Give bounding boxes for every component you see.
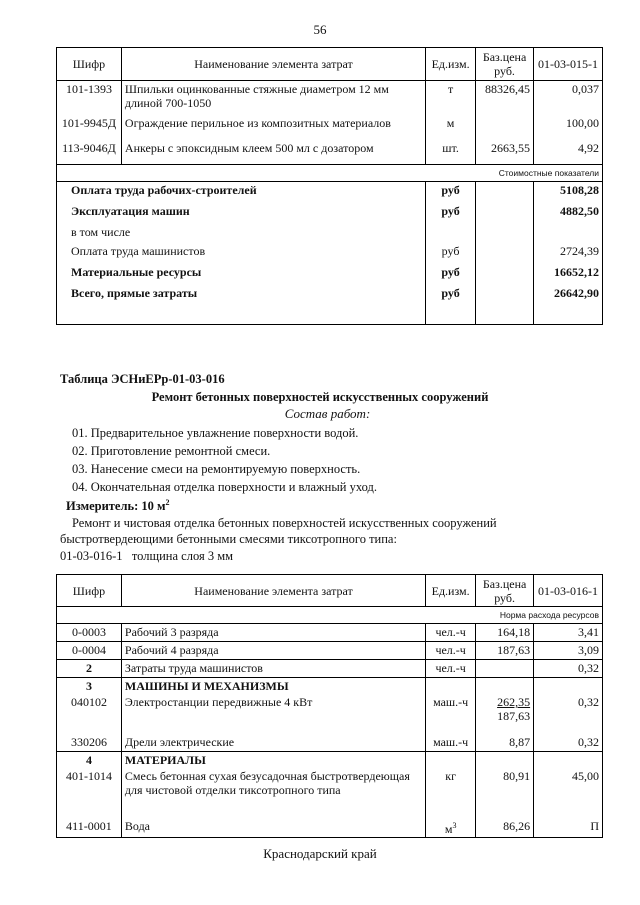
section-row <box>57 678 603 695</box>
row-code: 4 <box>57 751 122 768</box>
row-code: 401-1014 <box>57 768 122 818</box>
table-row <box>57 734 603 751</box>
table-row <box>57 660 603 678</box>
row-price <box>476 660 534 678</box>
cost-unit: руб <box>426 182 476 203</box>
section-label: Норма расхода ресурсов <box>57 607 603 624</box>
cost-name: Эксплуатация машин <box>57 203 426 224</box>
row-value: 0,32 <box>534 734 603 751</box>
description-line: быстротвердеющими бетонными смесями тиксотропного типа: <box>60 532 397 546</box>
footer-region: Краснодарский край <box>263 846 377 861</box>
work-step: 03. Нанесение смеси на ремонтируемую поверхность. <box>72 462 361 476</box>
col-header-price: Баз.цена руб. <box>476 575 534 607</box>
row-price-2: 187,63 <box>497 709 531 723</box>
cost-unit: руб <box>426 243 476 264</box>
variant-text: толщина слоя 3 мм <box>131 549 234 563</box>
row-value: 3,41 <box>534 624 603 642</box>
resource-table-2 <box>56 574 603 838</box>
col-header-code: Шифр <box>57 48 122 81</box>
row-value: 0,037 <box>534 81 603 115</box>
row-unit: кг <box>426 768 476 818</box>
variant-code: 01-03-016-1 <box>60 549 123 563</box>
cost-name: в том числе <box>57 224 426 243</box>
variant-line <box>60 549 233 564</box>
row-value: 0,32 <box>534 660 603 678</box>
row-price <box>476 694 534 734</box>
measure-sup: 2 <box>165 498 170 507</box>
row-unit: чел.-ч <box>426 624 476 642</box>
row-value: П <box>534 818 603 838</box>
table-row <box>57 642 603 660</box>
row-unit: чел.-ч <box>426 642 476 660</box>
row-code: 2 <box>57 660 122 678</box>
row-code: 113-9046Д <box>57 140 122 165</box>
cost-value: 4882,50 <box>534 203 603 224</box>
row-value: 3,09 <box>534 642 603 660</box>
cost-row <box>57 182 603 203</box>
cost-row <box>57 224 603 243</box>
row-price: 187,63 <box>476 642 534 660</box>
row-price: 8,87 <box>476 734 534 751</box>
row-name: МАТЕРИАЛЫ <box>121 751 425 768</box>
row-value: 45,00 <box>534 768 603 818</box>
row-unit: чел.-ч <box>426 660 476 678</box>
table-title: Таблица ЭСНиЕРр-01-03-016 <box>60 372 225 386</box>
cost-value <box>534 224 603 243</box>
row-code: 0-0003 <box>57 624 122 642</box>
col-header-name: Наименование элемента затрат <box>121 48 425 81</box>
cost-name: Всего, прямые затраты <box>57 285 426 307</box>
cost-row <box>57 203 603 224</box>
row-value: 0,32 <box>534 694 603 734</box>
col-header-name: Наименование элемента затрат <box>121 575 425 607</box>
composition-title: Состав работ: <box>284 406 371 421</box>
work-step: 01. Предварительное увлажнение поверхности водой. <box>72 426 359 440</box>
cost-unit: руб <box>426 264 476 285</box>
row-price: 86,26 <box>476 818 534 838</box>
row-unit: шт. <box>426 140 476 165</box>
row-unit <box>426 818 476 838</box>
col-header-unit: Ед.изм. <box>426 575 476 607</box>
row-unit-sup: 3 <box>452 820 457 830</box>
row-name: Смесь бетонная сухая безусадочная быстротвердеющая для чистовой отделки тиксотропного типа <box>121 768 425 818</box>
row-name: МАШИНЫ И МЕХАНИЗМЫ <box>121 678 425 695</box>
cost-value: 26642,90 <box>534 285 603 307</box>
col-header-norm: 01-03-016-1 <box>534 575 603 607</box>
resource-table-1 <box>56 47 603 325</box>
cost-unit <box>426 224 476 243</box>
work-step: 04. Окончательная отделка поверхности и влажный уход. <box>72 480 377 494</box>
row-name: Ограждение перильное из композитных материалов <box>121 115 425 140</box>
row-code: 101-9945Д <box>57 115 122 140</box>
cost-name: Оплата труда рабочих-строителей <box>57 182 426 203</box>
table-row <box>57 624 603 642</box>
row-unit: т <box>426 81 476 115</box>
table-row <box>57 818 603 838</box>
description-line: Ремонт и чистовая отделка бетонных поверхностей искусственных сооружений <box>72 516 497 530</box>
row-name: Рабочий 4 разряда <box>121 642 425 660</box>
measure-text: Измеритель: 10 м <box>66 499 166 514</box>
row-value: 100,00 <box>534 115 603 140</box>
row-name: Анкеры с эпоксидным клеем 500 мл с дозатором <box>121 140 425 165</box>
cost-row <box>57 243 603 264</box>
cost-value: 5108,28 <box>534 182 603 203</box>
row-name: Вода <box>121 818 425 838</box>
cost-unit: руб <box>426 285 476 307</box>
table-row <box>57 115 603 140</box>
row-price: 164,18 <box>476 624 534 642</box>
row-unit-text: м <box>444 821 453 836</box>
cost-name: Материальные ресурсы <box>57 264 426 285</box>
col-header-unit: Ед.изм. <box>426 48 476 81</box>
section-row <box>57 751 603 768</box>
col-header-norm: 01-03-015-1 <box>534 48 603 81</box>
row-name: Затраты труда машинистов <box>121 660 425 678</box>
row-price: 88326,45 <box>476 81 534 115</box>
col-header-code: Шифр <box>57 575 122 607</box>
row-code: 3 <box>57 678 122 695</box>
row-code: 040102 <box>57 694 122 734</box>
row-value: 4,92 <box>534 140 603 165</box>
table-row <box>57 694 603 734</box>
table-subtitle: Ремонт бетонных поверхностей искусственных сооружений <box>151 390 489 404</box>
cost-name: Оплата труда машинистов <box>57 243 426 264</box>
row-name: Электростанции передвижные 4 кВт <box>121 694 425 734</box>
work-step: 02. Приготовление ремонтной смеси. <box>72 444 271 458</box>
table-row <box>57 81 603 115</box>
col-header-price: Баз.цена руб. <box>476 48 534 81</box>
cost-value: 2724,39 <box>534 243 603 264</box>
row-code: 0-0004 <box>57 642 122 660</box>
row-price-1: 262,35 <box>497 695 531 709</box>
page-number: 56 <box>313 22 327 37</box>
cost-row <box>57 285 603 307</box>
row-price: 80,91 <box>476 768 534 818</box>
row-unit: м <box>426 115 476 140</box>
cost-value: 16652,12 <box>534 264 603 285</box>
measure-label <box>66 498 170 514</box>
row-name: Дрели электрические <box>121 734 425 751</box>
row-name: Рабочий 3 разряда <box>121 624 425 642</box>
row-unit: маш.-ч <box>426 694 476 734</box>
table-row <box>57 768 603 818</box>
table-row <box>57 140 603 165</box>
row-code: 330206 <box>57 734 122 751</box>
cost-unit: руб <box>426 203 476 224</box>
row-price <box>476 115 534 140</box>
row-price: 2663,55 <box>476 140 534 165</box>
row-code: 101-1393 <box>57 81 122 115</box>
section-label: Стоимостные показатели <box>57 165 603 182</box>
cost-row <box>57 264 603 285</box>
row-code: 411-0001 <box>57 818 122 838</box>
row-name: Шпильки оцинкованные стяжные диаметром 12 мм длиной 700-1050 <box>121 81 425 115</box>
row-unit: маш.-ч <box>426 734 476 751</box>
